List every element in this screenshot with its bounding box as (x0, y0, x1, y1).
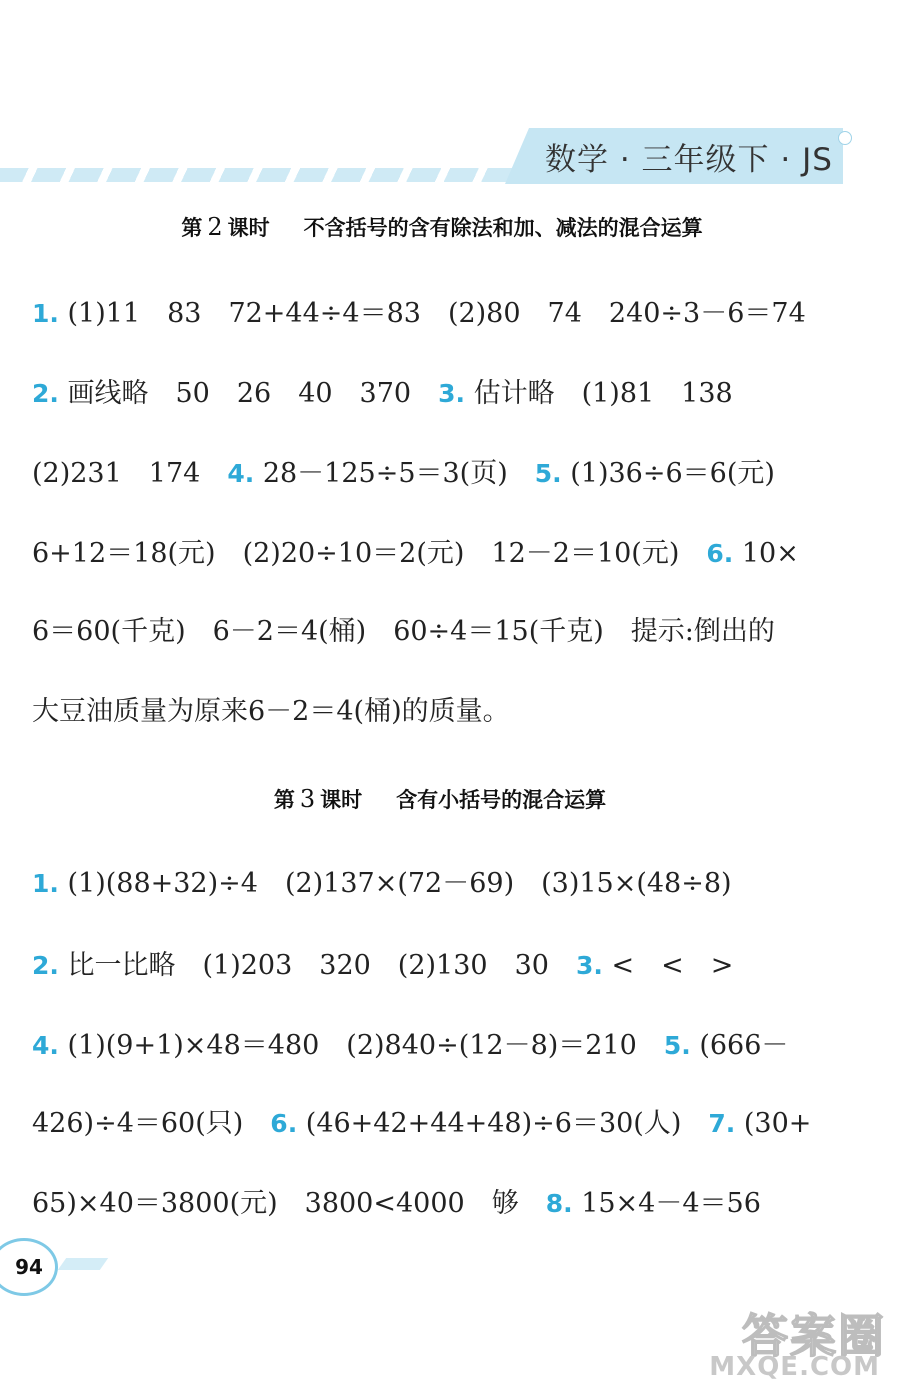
lesson3-line-3 (32, 1022, 862, 1070)
lesson3-line-4 (32, 1100, 862, 1148)
lesson3-line-5 (32, 1180, 862, 1228)
question-number: 8. (545, 1189, 573, 1218)
lesson3-line-1 (32, 860, 862, 908)
lesson2-line-1 (32, 290, 862, 338)
lesson-2-label: 第 (181, 216, 203, 240)
answer-text: (46+42+44+48)÷6＝30(人) (297, 1108, 709, 1139)
watermark-sub-text: MXQE.COM (709, 1352, 880, 1382)
answer-text: 6+12＝18(元) (2)20÷10＝2(元) 12－2＝10(元) (32, 538, 707, 569)
lesson-2-unit: 课时 (227, 216, 270, 240)
answer-text: (1)36÷6＝6(元) (561, 458, 775, 489)
answer-text: 画线略 50 26 40 370 (58, 378, 439, 409)
lesson-3-number: 3 (299, 785, 316, 813)
question-number: 1. (32, 869, 59, 898)
answer-text: 10× (733, 538, 799, 569)
question-number: 6. (270, 1109, 298, 1138)
answer-text: (1)11 83 72+44÷4＝83 (2)80 74 240÷3－6＝74 (58, 298, 806, 329)
answer-text: 15×4－4＝56 (572, 1188, 761, 1219)
answer-text: (1)(9+1)×48＝480 (2)840÷(12－8)＝210 (58, 1030, 664, 1061)
question-number: 6. (706, 539, 734, 568)
answer-text: (30+ (735, 1108, 812, 1139)
answer-text: (2)231 174 (32, 458, 228, 489)
question-number: 4. (32, 1031, 59, 1060)
question-number: 4. (227, 459, 255, 488)
lesson2-line-3 (32, 450, 862, 498)
answer-text: (666－ (690, 1030, 789, 1061)
lesson-3-label: 第 (273, 788, 295, 812)
question-number: 2. (32, 951, 59, 980)
question-number: 7. (708, 1109, 736, 1138)
lesson2-line-4 (32, 530, 862, 578)
question-number: 2. (32, 379, 59, 408)
lesson-3-title (0, 784, 890, 814)
lesson2-line-2 (32, 370, 862, 418)
answer-text: 比一比略 (1)203 320 (2)130 30 (58, 950, 576, 981)
lesson3-line-2 (32, 942, 862, 990)
lesson-2-number: 2 (207, 213, 223, 241)
book-title: 数学 · 三年级下 · JS (545, 142, 833, 178)
lesson-2-title (0, 212, 892, 242)
watermark-logo (656, 1300, 886, 1384)
answer-text: (1)(88+32)÷4 (2)137×(72－69) (3)15×(48÷8) (58, 868, 732, 899)
watermark-main-text: 答案圈 (742, 1309, 886, 1363)
lesson-3-name: 含有小括号的混合运算 (396, 788, 607, 812)
question-number: 5. (663, 1031, 691, 1060)
answer-text: 426)÷4＝60(只) (32, 1108, 271, 1139)
lesson2-line-5 (32, 608, 862, 656)
answer-text: 估计略 (1)81 138 (465, 378, 733, 409)
question-number: 3. (575, 951, 603, 980)
question-number: 5. (534, 459, 562, 488)
lesson2-line-6 (32, 688, 862, 736)
footer-stripe-decoration (58, 1258, 108, 1270)
header-dot-decoration (838, 131, 852, 145)
answer-text: 6＝60(千克) 6－2＝4(桶) 60÷4＝15(千克) 提示:倒出的 (32, 616, 775, 647)
answer-text: < < > (602, 950, 734, 981)
question-number: 1. (32, 299, 59, 328)
answer-text: 65)×40＝3800(元) 3800<4000 够 (32, 1188, 546, 1219)
header-stripes-decoration (0, 168, 520, 182)
lesson-3-unit: 课时 (320, 788, 363, 812)
answer-text: 28－125÷5＝3(页) (254, 458, 535, 489)
question-number: 3. (438, 379, 465, 408)
answer-text: 大豆油质量为原来6－2＝4(桶)的质量。 (32, 696, 510, 727)
page-number: 94 (0, 1238, 58, 1296)
lesson-2-name: 不含括号的含有除法和加、减法的混合运算 (303, 216, 703, 240)
